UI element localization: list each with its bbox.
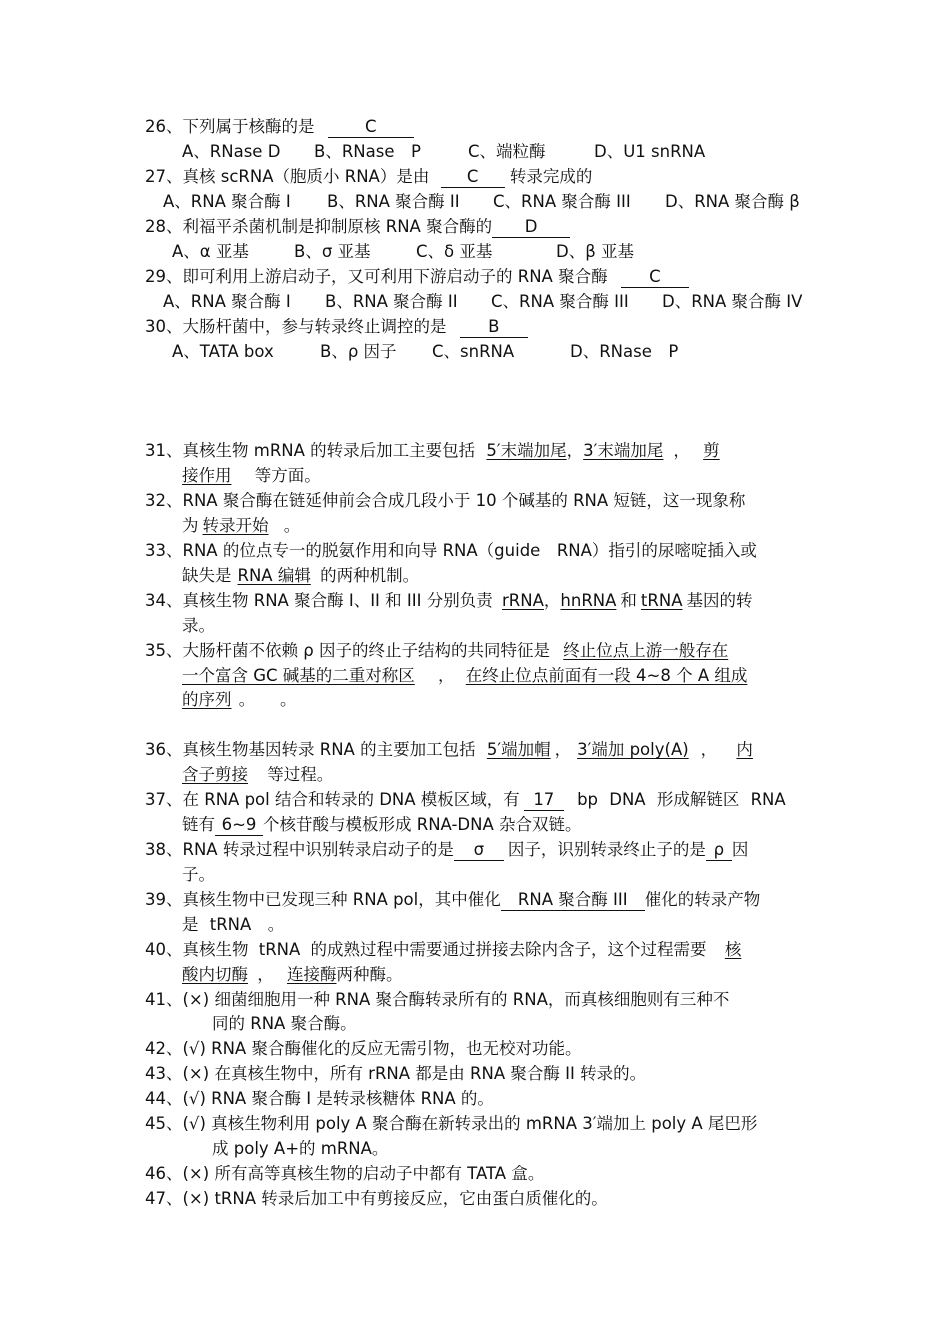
option-c: C、snRNA xyxy=(432,342,515,361)
question-30-stem xyxy=(145,315,528,339)
option-b: B、RNase P xyxy=(314,142,421,161)
separator: ， xyxy=(566,441,584,460)
stem-tail: 。 xyxy=(283,516,301,535)
answer-2: ρ xyxy=(706,840,732,861)
question-32-line-2 xyxy=(182,514,300,538)
answer-2: hnRNA xyxy=(560,591,617,610)
stem-text: 为 xyxy=(182,516,199,535)
question-34-line-1 xyxy=(145,589,753,613)
answer-2: 6~9 xyxy=(215,815,263,836)
stem-text: 27、真核 scRNA（胞质小 RNA）是由 xyxy=(145,167,430,186)
stem-tail: 。 。 xyxy=(238,690,297,709)
answer-2: 3′末端加尾 xyxy=(583,441,664,460)
answer-3-end: 含子剪接 xyxy=(182,765,248,784)
question-29-stem xyxy=(145,265,689,289)
question-43: 43、(×) 在真核生物中，所有 rRNA 都是由 RNA 聚合酶 II 转录的。 xyxy=(145,1064,647,1083)
option-d: D、RNA 聚合酶 β xyxy=(665,192,800,211)
question-44: 44、(√) RNA 聚合酶 I 是转录核糖体 RNA 的。 xyxy=(145,1089,494,1108)
question-38-line-2: 子。 xyxy=(182,865,215,884)
option-c: C、RNA 聚合酶 III xyxy=(493,192,631,211)
option-d: D、β 亚基 xyxy=(556,242,634,261)
option-a: A、RNA 聚合酶 I xyxy=(163,192,291,211)
answer-1: rRNA xyxy=(502,591,544,610)
separator: ， xyxy=(673,441,690,460)
answer-3: tRNA xyxy=(640,591,683,610)
option-a: A、TATA box xyxy=(172,342,274,361)
option-c: C、δ 亚基 xyxy=(416,242,493,261)
question-35-line-3 xyxy=(182,688,297,712)
answer-1-end: 酸内切酶 xyxy=(182,965,248,984)
question-28-stem xyxy=(145,215,570,239)
question-27-options xyxy=(163,190,800,214)
stem-text: 39、真核生物中已发现三种 RNA pol，其中催化 xyxy=(145,890,501,909)
answer-2: 连接酶 xyxy=(287,965,337,984)
question-33-line-1: 33、RNA 的位点专一的脱氨作用和向导 RNA（guide RNA）指引的尿嘧啶插入或 xyxy=(145,541,757,560)
stem-text: 30、大肠杆菌中，参与转录终止调控的是 xyxy=(145,317,447,336)
stem-tail: 等方面。 xyxy=(254,466,321,485)
option-d: D、RNase P xyxy=(570,342,679,361)
question-39-line-1 xyxy=(145,888,760,912)
option-a: A、α 亚基 xyxy=(172,242,249,261)
question-33-line-2 xyxy=(182,564,419,588)
option-b: B、σ 亚基 xyxy=(294,242,371,261)
question-36-line-1 xyxy=(145,738,753,762)
separator: 和 xyxy=(620,591,637,610)
answer-3-start: 剪 xyxy=(703,441,720,460)
question-40-line-2 xyxy=(182,963,403,987)
question-37-line-2 xyxy=(182,813,582,837)
question-32-line-1: 32、RNA 聚合酶在链延伸前会合成几段小于 10 个碱基的 RNA 短链，这一现象称 xyxy=(145,491,746,510)
stem-text: 26、下列属于核酶的是 xyxy=(145,117,315,136)
question-41-line-2: 同的 RNA 聚合酶。 xyxy=(212,1014,357,1033)
answer-1: RNA 聚合酶 III xyxy=(501,890,645,911)
stem-text: 36、真核生物基因转录 RNA 的主要加工包括 xyxy=(145,740,476,759)
answer-1-start: 终止位点上游一般存在 xyxy=(563,641,729,660)
question-31-line-1 xyxy=(145,439,720,463)
question-28-options xyxy=(172,240,634,264)
stem-tail: 个核苷酸与模板形成 RNA-DNA 杂合双链。 xyxy=(263,815,582,834)
option-a: A、RNase D xyxy=(182,142,281,161)
stem-text: 40、真核生物 tRNA 的成熟过程中需要通过拼接去除内含子，这个过程需要 xyxy=(145,940,707,959)
stem-tail: 因 xyxy=(731,840,749,859)
stem-text-middle: 因子，识别转录终止子的是 xyxy=(507,840,706,859)
separator: ， xyxy=(257,965,274,984)
question-39-line-2: 是 tRNA 。 xyxy=(182,915,285,934)
answer-1-start: 核 xyxy=(724,940,742,959)
stem-text: 28、利福平杀菌机制是抑制原核 RNA 聚合酶的 xyxy=(145,217,493,236)
stem-text: 38、RNA 转录过程中识别转录启动子的是 xyxy=(145,840,454,859)
option-b: B、RNA 聚合酶 II xyxy=(327,192,460,211)
answer-1: 17 xyxy=(524,790,564,811)
question-47: 47、(×) tRNA 转录后加工中有剪接反应，它由蛋白质催化的。 xyxy=(145,1189,608,1208)
option-d: D、RNA 聚合酶 IV xyxy=(662,292,803,311)
answer-1: 5′末端加尾 xyxy=(486,441,567,460)
question-36-line-2 xyxy=(182,763,333,787)
separator: ， xyxy=(700,740,718,759)
answer-blank: C xyxy=(328,117,414,138)
stem-tail: 的两种机制。 xyxy=(320,566,420,585)
answer-3-start: 内 xyxy=(736,740,753,759)
answer-2-start: 在终止位点前面有一段 4~8 个 A 组成 xyxy=(465,666,748,685)
stem-tail: 基因的转 xyxy=(686,591,753,610)
answer-3-end: 接作用 xyxy=(182,466,232,485)
option-d: D、U1 snRNA xyxy=(594,142,706,161)
answer-2-end: 的序列 xyxy=(182,690,232,709)
stem-text: 缺失是 xyxy=(182,566,232,585)
answer-blank: B xyxy=(460,317,528,338)
stem-text: 35、大肠杆菌不依赖 ρ 因子的终止子结构的共同特征是 xyxy=(145,641,550,660)
question-46: 46、(×) 所有高等真核生物的启动子中都有 TATA 盒。 xyxy=(145,1164,545,1183)
question-45-line-2: 成 poly A+的 mRNA。 xyxy=(212,1139,389,1158)
question-35-line-1 xyxy=(145,639,728,663)
question-31-line-2 xyxy=(182,464,321,488)
stem-text: 31、真核生物 mRNA 的转录后加工主要包括 xyxy=(145,441,476,460)
answer-1: 5′端加帽 xyxy=(486,740,551,759)
option-a: A、RNA 聚合酶 I xyxy=(163,292,291,311)
answer-2: 3′端加 poly(A) xyxy=(577,740,689,759)
question-26-stem xyxy=(145,115,414,139)
question-29-options xyxy=(163,290,802,314)
stem-text-middle: bp DNA 形成解链区 RNA xyxy=(577,790,786,809)
separator: ， xyxy=(543,591,561,610)
separator: ， xyxy=(438,666,455,685)
question-38-line-1 xyxy=(145,838,748,862)
stem-tail: 等过程。 xyxy=(267,765,334,784)
option-c: C、RNA 聚合酶 III xyxy=(491,292,629,311)
stem-text: 29、即可利用上游启动子，又可利用下游启动子的 RNA 聚合酶 xyxy=(145,267,608,286)
question-30-options xyxy=(172,340,678,364)
answer-blank: C xyxy=(621,267,689,288)
question-42: 42、(√) RNA 聚合酶催化的反应无需引物，也无校对功能。 xyxy=(145,1039,582,1058)
stem-text-tail: 转录完成的 xyxy=(509,167,593,186)
option-b: B、ρ 因子 xyxy=(320,342,397,361)
stem-tail: 催化的转录产物 xyxy=(644,890,761,909)
option-c: C、端粒酶 xyxy=(468,142,546,161)
answer-1-end: 一个富含 GC 碱基的二重对称区 xyxy=(182,666,415,685)
question-41-line-1: 41、(×) 细菌细胞用一种 RNA 聚合酶转录所有的 RNA，而真核细胞则有三种不 xyxy=(145,990,730,1009)
answer-1: RNA 编辑 xyxy=(237,566,311,585)
separator: ， xyxy=(554,740,572,759)
question-27-stem xyxy=(145,165,592,189)
answer-1: σ xyxy=(454,840,504,861)
stem-tail: 两种酶。 xyxy=(336,965,403,984)
question-45-line-1: 45、(√) 真核生物利用 poly A 聚合酶在新转录出的 mRNA 3′端加上 poly A 尾巴形 xyxy=(145,1114,758,1133)
answer-blank: D xyxy=(492,217,570,238)
question-34-line-2: 录。 xyxy=(182,616,215,635)
question-35-line-2 xyxy=(182,664,747,688)
answer-1: 转录开始 xyxy=(202,516,269,535)
question-40-line-1 xyxy=(145,938,741,962)
stem-text: 37、在 RNA pol 结合和转录的 DNA 模板区域，有 xyxy=(145,790,520,809)
option-b: B、RNA 聚合酶 II xyxy=(325,292,458,311)
question-26-options xyxy=(182,140,705,164)
question-37-line-1 xyxy=(145,788,786,812)
answer-blank: C xyxy=(441,167,505,188)
stem-text: 链有 xyxy=(182,815,215,834)
stem-text: 34、真核生物 RNA 聚合酶 I、II 和 III 分别负责 xyxy=(145,591,493,610)
